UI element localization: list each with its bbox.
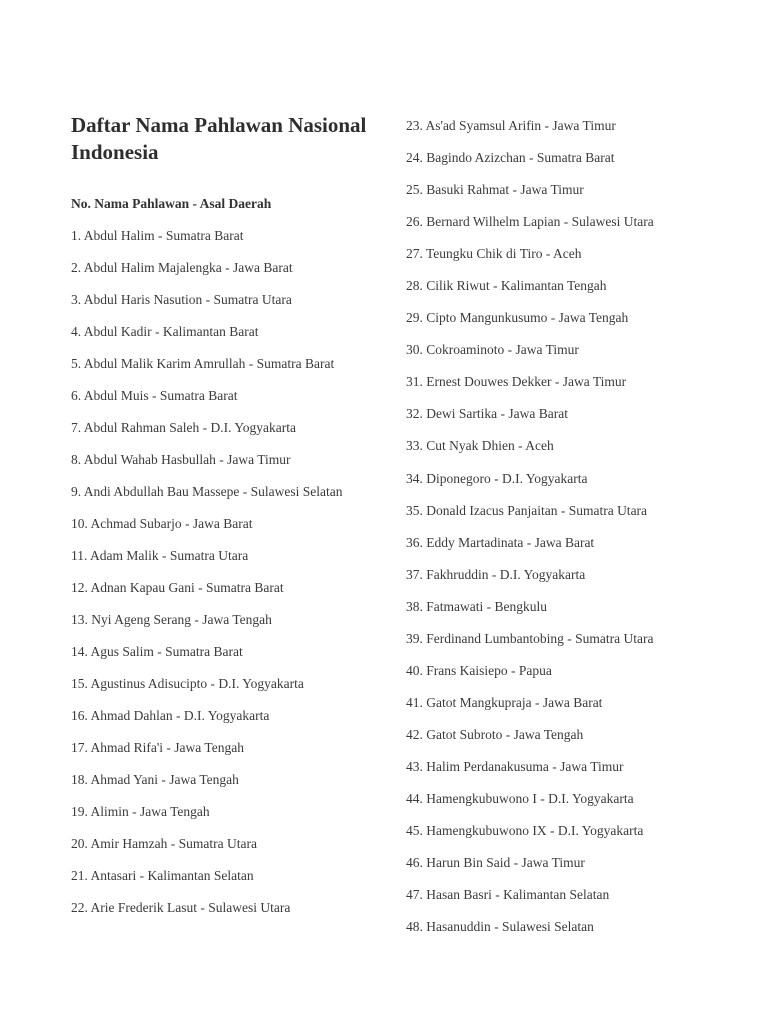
left-column: [71, 112, 371, 929]
list-item: 9. Andi Abdullah Bau Massepe - Sulawesi Selatan: [71, 484, 343, 499]
list-item: 25. Basuki Rahmat - Jawa Timur: [406, 182, 584, 198]
document-title: Daftar Nama Pahlawan Nasional Indonesia: [71, 113, 367, 164]
list-item: 26. Bernard Wilhelm Lapian - Sulawesi Utara: [406, 214, 654, 230]
list-item: 48. Hasanuddin - Sulawesi Selatan: [406, 919, 594, 935]
list-item: 17. Ahmad Rifa'i - Jawa Tengah: [71, 740, 244, 755]
list-item: 29. Cipto Mangunkusumo - Jawa Tengah: [406, 310, 629, 326]
list-item: 30. Cokroaminoto - Jawa Timur: [406, 342, 579, 358]
list-item: 21. Antasari - Kalimantan Selatan: [71, 868, 254, 883]
list-item: 38. Fatmawati - Bengkulu: [406, 598, 547, 614]
list-item: 27. Teungku Chik di Tiro - Aceh: [406, 246, 582, 262]
list-item: 44. Hamengkubuwono I - D.I. Yogyakarta: [406, 790, 634, 806]
list-item: 6. Abdul Muis - Sumatra Barat: [71, 388, 238, 403]
hero-list-left: [71, 225, 371, 919]
list-item: 32. Dewi Sartika - Jawa Barat: [406, 406, 568, 422]
hero-list-right: [406, 115, 746, 938]
list-item: 20. Amir Hamzah - Sumatra Utara: [71, 836, 257, 851]
list-item: 7. Abdul Rahman Saleh - D.I. Yogyakarta: [71, 420, 296, 435]
list-item: 12. Adnan Kapau Gani - Sumatra Barat: [71, 580, 284, 595]
right-column: [406, 115, 746, 948]
list-item: 4. Abdul Kadir - Kalimantan Barat: [71, 324, 259, 339]
list-item: 3. Abdul Haris Nasution - Sumatra Utara: [71, 292, 292, 307]
list-item: 39. Ferdinand Lumbantobing - Sumatra Utara: [406, 630, 654, 646]
list-item: 35. Donald Izacus Panjaitan - Sumatra Utara: [406, 502, 648, 518]
list-item: 41. Gatot Mangkupraja - Jawa Barat: [406, 694, 603, 710]
list-item: 47. Hasan Basri - Kalimantan Selatan: [406, 887, 610, 903]
list-item: 14. Agus Salim - Sumatra Barat: [71, 644, 243, 659]
list-item: 10. Achmad Subarjo - Jawa Barat: [71, 516, 253, 531]
list-item: 15. Agustinus Adisucipto - D.I. Yogyakarta: [71, 676, 304, 691]
list-item: 34. Diponegoro - D.I. Yogyakarta: [406, 470, 588, 486]
list-item: 42. Gatot Subroto - Jawa Tengah: [406, 726, 584, 742]
list-item: 46. Harun Bin Said - Jawa Timur: [406, 855, 585, 871]
list-item: 1. Abdul Halim - Sumatra Barat: [71, 228, 244, 243]
list-item: 43. Halim Perdanakusuma - Jawa Timur: [406, 758, 624, 774]
column-header: No. Nama Pahlawan - Asal Daerah: [71, 196, 272, 211]
list-item: 8. Abdul Wahab Hasbullah - Jawa Timur: [71, 452, 291, 467]
list-item: 19. Alimin - Jawa Tengah: [71, 804, 210, 819]
list-item: 18. Ahmad Yani - Jawa Tengah: [71, 772, 239, 787]
list-item: 31. Ernest Douwes Dekker - Jawa Timur: [406, 374, 627, 390]
list-item: 2. Abdul Halim Majalengka - Jawa Barat: [71, 260, 293, 275]
list-item: 40. Frans Kaisiepo - Papua: [406, 662, 552, 678]
list-item: 16. Ahmad Dahlan - D.I. Yogyakarta: [71, 708, 270, 723]
list-item: 23. As'ad Syamsul Arifin - Jawa Timur: [406, 118, 616, 133]
list-item: 5. Abdul Malik Karim Amrullah - Sumatra Barat: [71, 356, 335, 371]
list-item: 37. Fakhruddin - D.I. Yogyakarta: [406, 566, 586, 582]
list-item: 13. Nyi Ageng Serang - Jawa Tengah: [71, 612, 272, 627]
list-item: 28. Cilik Riwut - Kalimantan Tengah: [406, 278, 607, 294]
list-item: 36. Eddy Martadinata - Jawa Barat: [406, 534, 595, 550]
list-item: 45. Hamengkubuwono IX - D.I. Yogyakarta: [406, 823, 644, 839]
list-item: 22. Arie Frederik Lasut - Sulawesi Utara: [71, 900, 291, 915]
list-item: 11. Adam Malik - Sumatra Utara: [71, 548, 249, 563]
list-item: 24. Bagindo Azizchan - Sumatra Barat: [406, 150, 615, 166]
list-item: 33. Cut Nyak Dhien - Aceh: [406, 438, 554, 454]
